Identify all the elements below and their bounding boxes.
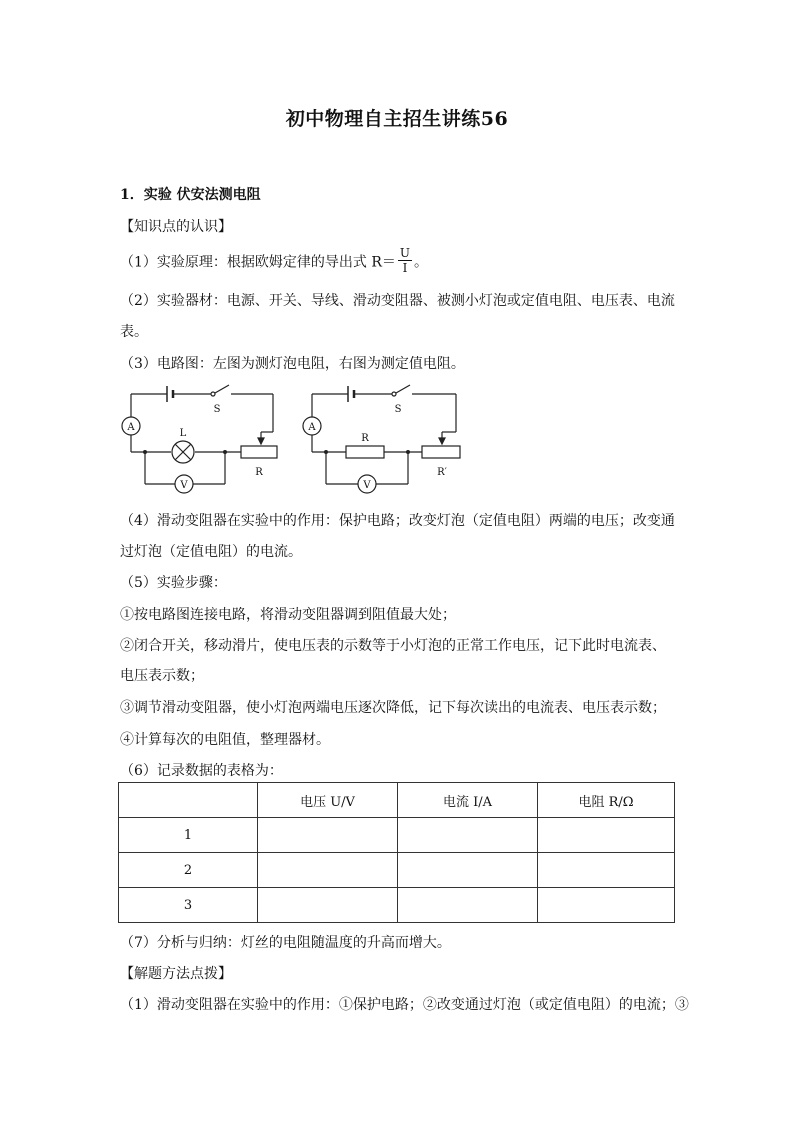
table-cell bbox=[538, 818, 675, 853]
header-cell: 电压 U/V bbox=[258, 783, 398, 818]
table-cell bbox=[398, 888, 538, 923]
rheostat-label: R bbox=[255, 467, 263, 478]
table-cell bbox=[258, 853, 398, 888]
table-cell bbox=[538, 853, 675, 888]
table-cell bbox=[398, 853, 538, 888]
table-row bbox=[119, 888, 675, 923]
table-cell bbox=[398, 818, 538, 853]
method-line-1: （1）滑动变阻器在实验中的作用：①保护电路；②改变通过灯泡（或定值电阻）的电流；③ bbox=[120, 997, 689, 1013]
equipment-line-2: 表。 bbox=[120, 324, 148, 340]
page-title: 初中物理自主招生讲练56 bbox=[285, 108, 509, 130]
voltmeter-label: V bbox=[180, 480, 188, 491]
steps-heading: （5）实验步骤： bbox=[120, 575, 227, 591]
ohm-fraction bbox=[398, 246, 412, 275]
knowledge-heading: 【知识点的认识】 bbox=[120, 219, 232, 235]
voltmeter-label: V bbox=[363, 480, 371, 491]
step-1: ①按电路图连接电路，将滑动变阻器调到阻值最大处； bbox=[120, 607, 456, 623]
table-cell: 2 bbox=[119, 853, 258, 888]
fraction-denominator: I bbox=[402, 261, 408, 275]
step-2-line-2: 电压表示数； bbox=[120, 668, 204, 684]
circuit-diagram-lamp bbox=[115, 380, 285, 500]
fraction-numerator: U bbox=[399, 246, 411, 260]
lamp-label: L bbox=[179, 428, 187, 439]
switch-label: S bbox=[394, 404, 402, 415]
ammeter-label: A bbox=[127, 422, 135, 433]
step-3: ③调节滑动变阻器，使小灯泡两端电压逐次降低，记下每次读出的电流表、电压表示数； bbox=[120, 700, 666, 716]
table-cell bbox=[258, 818, 398, 853]
data-table bbox=[118, 782, 675, 923]
resistor-label: R bbox=[361, 433, 369, 444]
principle-line bbox=[120, 248, 428, 277]
table-row bbox=[119, 853, 675, 888]
table-cell bbox=[538, 888, 675, 923]
step-4: ④计算每次的电阻值，整理器材。 bbox=[120, 732, 330, 748]
table-caption: （6）记录数据的表格为： bbox=[120, 763, 283, 779]
table-cell: 3 bbox=[119, 888, 258, 923]
rheostat-role-line-2: 过灯泡（定值电阻）的电流。 bbox=[120, 544, 302, 560]
table-cell: 1 bbox=[119, 818, 258, 853]
table-header-row bbox=[119, 783, 675, 818]
circuit-diagram-resistor bbox=[296, 380, 466, 500]
header-cell: 电阻 R/Ω bbox=[538, 783, 675, 818]
section-heading: 1．实验 伏安法测电阻 bbox=[120, 187, 261, 203]
switch-label: S bbox=[213, 404, 221, 415]
rheostat-label: R′ bbox=[437, 467, 447, 478]
method-heading: 【解题方法点拨】 bbox=[120, 966, 232, 982]
header-cell bbox=[119, 783, 258, 818]
analysis-line: （7）分析与归纳：灯丝的电阻随温度的升高而增大。 bbox=[120, 935, 451, 951]
ammeter-label: A bbox=[308, 422, 316, 433]
circuit-caption: （3）电路图：左图为测灯泡电阻，右图为测定值电阻。 bbox=[120, 356, 465, 372]
step-2-line-1: ②闭合开关，移动滑片，使电压表的示数等于小灯泡的正常工作电压，记下此时电流表、 bbox=[120, 638, 666, 654]
rheostat-role-line-1: （4）滑动变阻器在实验中的作用：保护电路；改变灯泡（定值电阻）两端的电压；改变通 bbox=[120, 513, 675, 529]
equipment-line-1: （2）实验器材：电源、开关、导线、滑动变阻器、被测小灯泡或定值电阻、电压表、电流 bbox=[120, 293, 675, 309]
table-row bbox=[119, 818, 675, 853]
table-cell bbox=[258, 888, 398, 923]
principle-suffix: 。 bbox=[414, 254, 429, 271]
header-cell: 电流 I/A bbox=[398, 783, 538, 818]
principle-text: （1）实验原理：根据欧姆定律的导出式 R＝ bbox=[120, 254, 396, 271]
